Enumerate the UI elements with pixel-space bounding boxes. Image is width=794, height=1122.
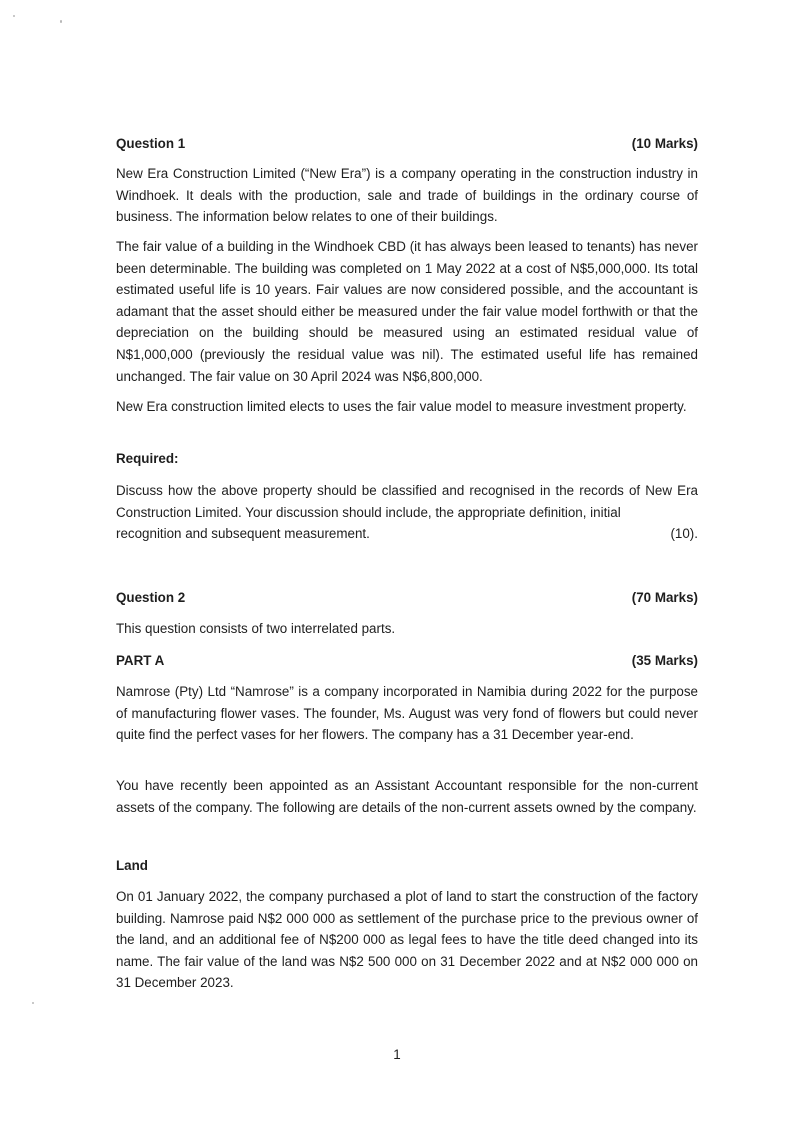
part-a-header: [116, 650, 698, 672]
scan-speck: [60, 20, 62, 23]
part-a-paragraph-2: You have recently been appointed as an Assistant Accountant responsible for the non-current assets of the company. The following are details of the non-current assets owned by the company.: [116, 778, 698, 815]
part-a-marks: (35 Marks): [631, 653, 698, 668]
required-marks: (10).: [670, 526, 698, 542]
question-1-title: Question 1: [116, 136, 186, 151]
question-1-header: [116, 133, 698, 155]
required-text-end: recognition and subsequent measurement.: [116, 526, 370, 542]
part-a-title: PART A: [116, 653, 165, 668]
question-2-title: Question 2: [116, 590, 186, 605]
land-heading: Land: [116, 858, 148, 873]
required-text: Discuss how the above property should be classified and recognised in the records of New Era Construction Limited. Your discussion should include, the appropriate definition, initial: [116, 483, 698, 520]
scan-speck: [13, 15, 15, 17]
required-label: Required:: [116, 451, 179, 466]
question-1-paragraph-3: New Era construction limited elects to uses the fair value model to measure investment property.: [116, 399, 687, 414]
question-1-marks: (10 Marks): [631, 136, 698, 151]
land-paragraph: On 01 January 2022, the company purchased a plot of land to start the construction of the factory building. Namrose paid N$2 000 000 as settlement of the purchase price to the previous owner of the land, and an additional fee of N$200 000 as legal fees to have the title deed changed into its name. The fair value of the land was N$2 500 000 on 31 December 2022 and at N$2 000 000 on 31 December 2023.: [116, 889, 698, 991]
question-1-paragraph-2: The fair value of a building in the Windhoek CBD (it has always been leased to tenants) has never been determinable. The building was completed on 1 May 2022 at a cost of N$5,000,000. Its total estimated useful life is 10 years. Fair values are now considered possible, and the accountant is adamant that the asset should either be measured under the fair value model forthwith or that the depreciation on the building should be measured using an estimated residual value of N$1,000,000 (previously the residual value was nil). The estimated useful life has remained unchanged. The fair value on 30 April 2024 was N$6,800,000.: [116, 239, 698, 384]
scan-speck: [32, 1002, 34, 1004]
part-a-paragraph-1: Namrose (Pty) Ltd “Namrose” is a company incorporated in Namibia during 2022 for the purpose of manufacturing flower vases. The founder, Ms. August was very fond of flowers but could never quite find the perfect vases for her flowers. The company has a 31 December year-end.: [116, 684, 698, 743]
required-last-line: [116, 523, 698, 545]
question-1-paragraph-1: New Era Construction Limited (“New Era”) is a company operating in the construction industry in Windhoek. It deals with the production, sale and trade of buildings in the ordinary course of business. The information below relates to one of their buildings.: [116, 166, 698, 225]
page-number: 1: [393, 1047, 401, 1062]
required-instructions: [116, 480, 698, 545]
question-2-header: [116, 587, 698, 609]
question-2-intro: This question consists of two interrelated parts.: [116, 621, 396, 636]
question-2-marks: (70 Marks): [631, 590, 698, 605]
